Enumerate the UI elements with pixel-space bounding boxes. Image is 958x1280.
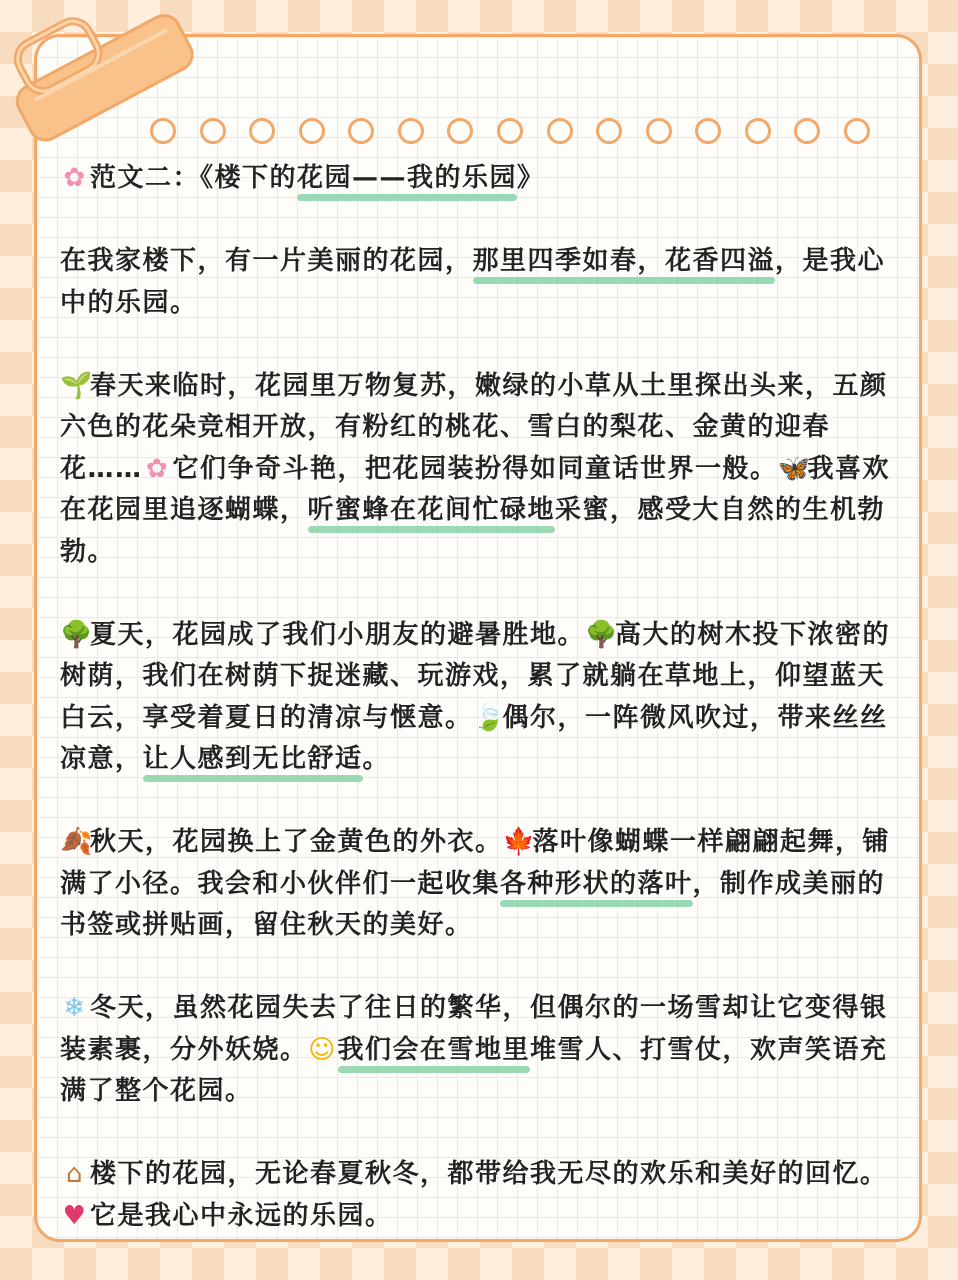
- tree-icon: 🌳: [60, 619, 94, 650]
- seedling-icon: 🌱: [60, 370, 94, 401]
- essay-body: [60, 241, 900, 1237]
- essay-paragraph: [60, 1154, 900, 1237]
- ring-hole: [348, 118, 374, 144]
- ring-hole: [596, 118, 622, 144]
- tree-icon: 🌳: [585, 619, 619, 650]
- notebook-rings: [150, 118, 870, 148]
- paragraph-text: 堆雪人、打雪仗，欢声笑语充满了整个花园。: [60, 1034, 888, 1106]
- ring-hole: [249, 118, 275, 144]
- smile-face-icon: ☺: [308, 1034, 337, 1065]
- essay-paragraph: [60, 615, 900, 781]
- ring-hole: [447, 118, 473, 144]
- highlighted-text: 让人感到无比舒适: [142, 744, 363, 774]
- paragraph-text: 楼下的花园，无论春夏秋冬，都带给我无尽的欢乐和美好的回忆。: [90, 1159, 888, 1189]
- paragraph-text: ，制作成美丽的书签或拼贴画，留住秋天的美好。: [60, 868, 886, 940]
- ring-hole: [547, 118, 573, 144]
- paragraph-text: 冬天，虽然花园失去了往日的繁华，但偶尔的一场雪却让它变得银装素裹，分外妖娆。: [60, 993, 888, 1065]
- ring-hole: [200, 118, 226, 144]
- fallen-leaf-icon: 🍂: [60, 827, 94, 857]
- ring-hole: [794, 118, 820, 144]
- essay-paragraph: [60, 241, 900, 324]
- paragraph-text: 偶尔，一阵微风吹过，带来丝丝凉意，: [60, 702, 888, 774]
- ring-hole: [745, 118, 771, 144]
- highlighted-text: 那里四季如春，花香四溢: [472, 246, 776, 276]
- title-highlight: 花园——我的乐园: [297, 163, 518, 193]
- house-icon: ⌂: [65, 1159, 84, 1189]
- snowflake-icon: ❄: [63, 993, 87, 1023]
- essay-paragraph: [60, 822, 900, 947]
- sparkling-heart-icon: ♥: [62, 1200, 88, 1231]
- paragraph-text: 落叶像蝴蝶一样翩翩起舞，铺满了小径。我会和小伙伴们一起收集: [60, 827, 891, 899]
- paragraph-text: 它是我心中永远的乐园。: [90, 1200, 393, 1231]
- ring-hole: [695, 118, 721, 144]
- ring-hole: [299, 118, 325, 144]
- paragraph-text: 秋天，花园换上了金黄色的外衣。: [90, 827, 503, 857]
- cherry-blossom-icon: ✿: [145, 453, 170, 484]
- paragraph-text: ，是我心中的乐园。: [60, 246, 886, 318]
- paragraph-text: 。: [362, 744, 391, 774]
- highlighted-text: 各种形状的落叶: [500, 868, 693, 899]
- ring-hole: [844, 118, 870, 144]
- paragraph-text: 春天来临时，花园里万物复苏，嫩绿的小草从土里探出头来，五颜六色的花朵竞相开放，有粉红的桃花、雪白的梨花、金黄的迎春花……: [60, 370, 888, 484]
- maple-leaf-icon: 🍁: [502, 827, 537, 857]
- butterfly-icon: 🦋: [777, 453, 812, 484]
- ring-hole: [497, 118, 523, 144]
- paragraph-text: 高大的树木投下浓密的树荫，我们在树荫下捉迷藏、玩游戏，累了就躺在草地上，仰望蓝天白云，享受着夏日的清凉与惬意。: [60, 619, 891, 733]
- essay-title: [60, 158, 900, 200]
- essay-paragraph: [60, 366, 900, 574]
- paragraph-text: 我喜欢在花园里追逐蝴蝶，: [60, 453, 891, 525]
- ring-hole: [646, 118, 672, 144]
- essay-content: [60, 158, 900, 1279]
- title-prefix: 范文二：《楼下的: [90, 163, 298, 193]
- paragraph-text: 采蜜，感受大自然的生机勃勃。: [60, 495, 886, 567]
- highlighted-text: 我们会在雪地里: [337, 1034, 531, 1065]
- essay-paragraph: [60, 988, 900, 1113]
- leaf-wind-icon: 🍃: [472, 702, 507, 733]
- title-suffix: 》: [517, 163, 545, 193]
- ring-hole: [150, 118, 176, 144]
- paragraph-text: 夏天，花园成了我们小朋友的避暑胜地。: [90, 619, 586, 650]
- ring-hole: [398, 118, 424, 144]
- paragraph-text: 它们争奇斗艳，把花园装扮得如同童话世界一般。: [172, 453, 778, 484]
- paragraph-text: 在我家楼下，有一片美丽的花园，: [60, 246, 473, 276]
- cherry-blossom-icon: ✿: [63, 163, 87, 193]
- highlighted-text: 听蜜蜂在花间忙碌地: [307, 495, 556, 525]
